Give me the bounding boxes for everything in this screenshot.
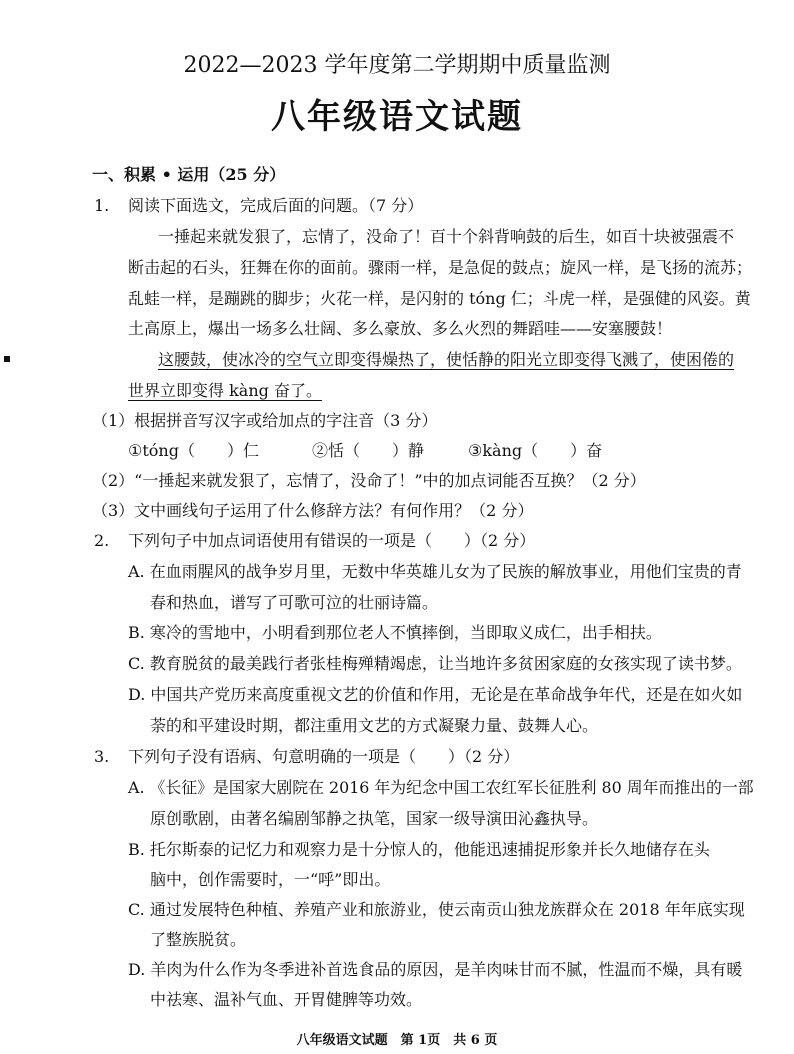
- q1-sub2: （2）“一捶起来就发狠了，忘情了，没命了！”中的加点词能否互换？（2 分）: [92, 471, 646, 490]
- page-footer: 八年级语文试题 第 1页 共 6 页: [296, 1033, 498, 1048]
- q3-option: B. 托尔斯泰的记忆力和观察力是十分惊人的，他能迅速捕捉形象并长久地储存在头: [128, 840, 710, 859]
- q1-sub1-item: ③kàng（ ）奋: [468, 441, 603, 460]
- q2-option: 荼的和平建设时期，都注重用文艺的方式凝聚力量、鼓舞人心。: [150, 716, 599, 735]
- q1-number: 1.: [94, 196, 110, 215]
- passage-line: 乱蛙一样，是蹦跳的脚步；火花一样，是闪射的 tóng 仁；斗虎一样，是强健的风姿。黄: [128, 289, 751, 308]
- exam-term-title: 2022—2023 学年度第二学期期中质量监测: [183, 53, 611, 78]
- q2-option: 春和热血，谱写了可歌可泣的壮丽诗篇。: [150, 593, 439, 612]
- q1-sub1: （1）根据拼音写汉字或给加点的字注音（3 分）: [92, 411, 438, 430]
- q3-prompt: 下列句子没有语病、句意明确的一项是（ ）（2 分）: [128, 747, 520, 766]
- q3-option: 原创歌剧，由著名编剧邹静之执笔，国家一级导演田沁鑫执导。: [150, 809, 599, 828]
- passage-line: 一捶起来就发狠了，忘情了，没命了！百十个斜背响鼓的后生，如百十块被强震不: [158, 227, 735, 246]
- q3-option: 脑中，创作需要时，一“呼”即出。: [150, 870, 391, 889]
- q1-sub1-item: ②恬（ ）静: [312, 441, 425, 460]
- underlined-sentence-line: 世界立即变得 kàng 奋了。: [128, 381, 322, 400]
- q1-sub3: （3）文中画线句子运用了什么修辞方法？有何作用？（2 分）: [92, 501, 534, 520]
- q3-option: D. 羊肉为什么作为冬季进补首选食品的原因，是羊肉味甘而不腻，性温而不燥，具有暖: [128, 960, 743, 979]
- q2-number: 2.: [94, 531, 110, 550]
- underlined-sentence-line: 这腰鼓，使冰冷的空气立即变得燥热了，使恬静的阳光立即变得飞溅了，使困倦的: [158, 350, 735, 369]
- q1-prompt: 阅读下面选文，完成后面的问题。（7 分）: [128, 196, 424, 215]
- q2-option: B. 寒冷的雪地中，小明看到那位老人不慎摔倒，当即取义成仁，出手相扶。: [128, 623, 662, 642]
- q1-sub1-item: ①tóng（ ）仁: [128, 441, 259, 460]
- passage-line: 断击起的石头，狂舞在你的面前。骤雨一样，是急促的鼓点；旋风一样，是飞扬的流苏；: [128, 258, 753, 277]
- q3-option: 中祛寒、温补气血、开胃健脾等功效。: [150, 990, 423, 1009]
- q2-option: D. 中国共产党历来高度重视文艺的价值和作用，无论是在革命战争年代，还是在如火如: [128, 685, 743, 704]
- section-heading: 一、积累 • 运用（25 分）: [92, 165, 286, 184]
- q3-option: C. 通过发展特色种植、养殖产业和旅游业，使云南贡山独龙族群众在 2018 年年底实现: [128, 900, 745, 919]
- exam-subject-title: 八年级语文试题: [271, 97, 523, 137]
- passage-line: 土高原上，爆出一场多么壮阔、多么豪放、多么火烈的舞蹈哇——安塞腰鼓！: [128, 319, 673, 338]
- q3-option: A. 《长征》是国家大剧院在 2016 年为纪念中国工农红军长征胜利 80 周年而推出的一部: [128, 778, 754, 797]
- q3-option: 了整族脱贫。: [150, 930, 247, 949]
- q2-option: A. 在血雨腥风的战争岁月里，无数中华英雄儿女为了民族的解放事业，用他们宝贵的青: [128, 562, 742, 581]
- q3-number: 3.: [94, 747, 110, 766]
- page-margin-marker: [4, 356, 10, 362]
- q2-option: C. 教育脱贫的最美践行者张桂梅殚精竭虑，让当地许多贫困家庭的女孩实现了读书梦。: [128, 654, 742, 673]
- q2-prompt: 下列句子中加点词语使用有错误的一项是（ ）（2 分）: [128, 531, 536, 550]
